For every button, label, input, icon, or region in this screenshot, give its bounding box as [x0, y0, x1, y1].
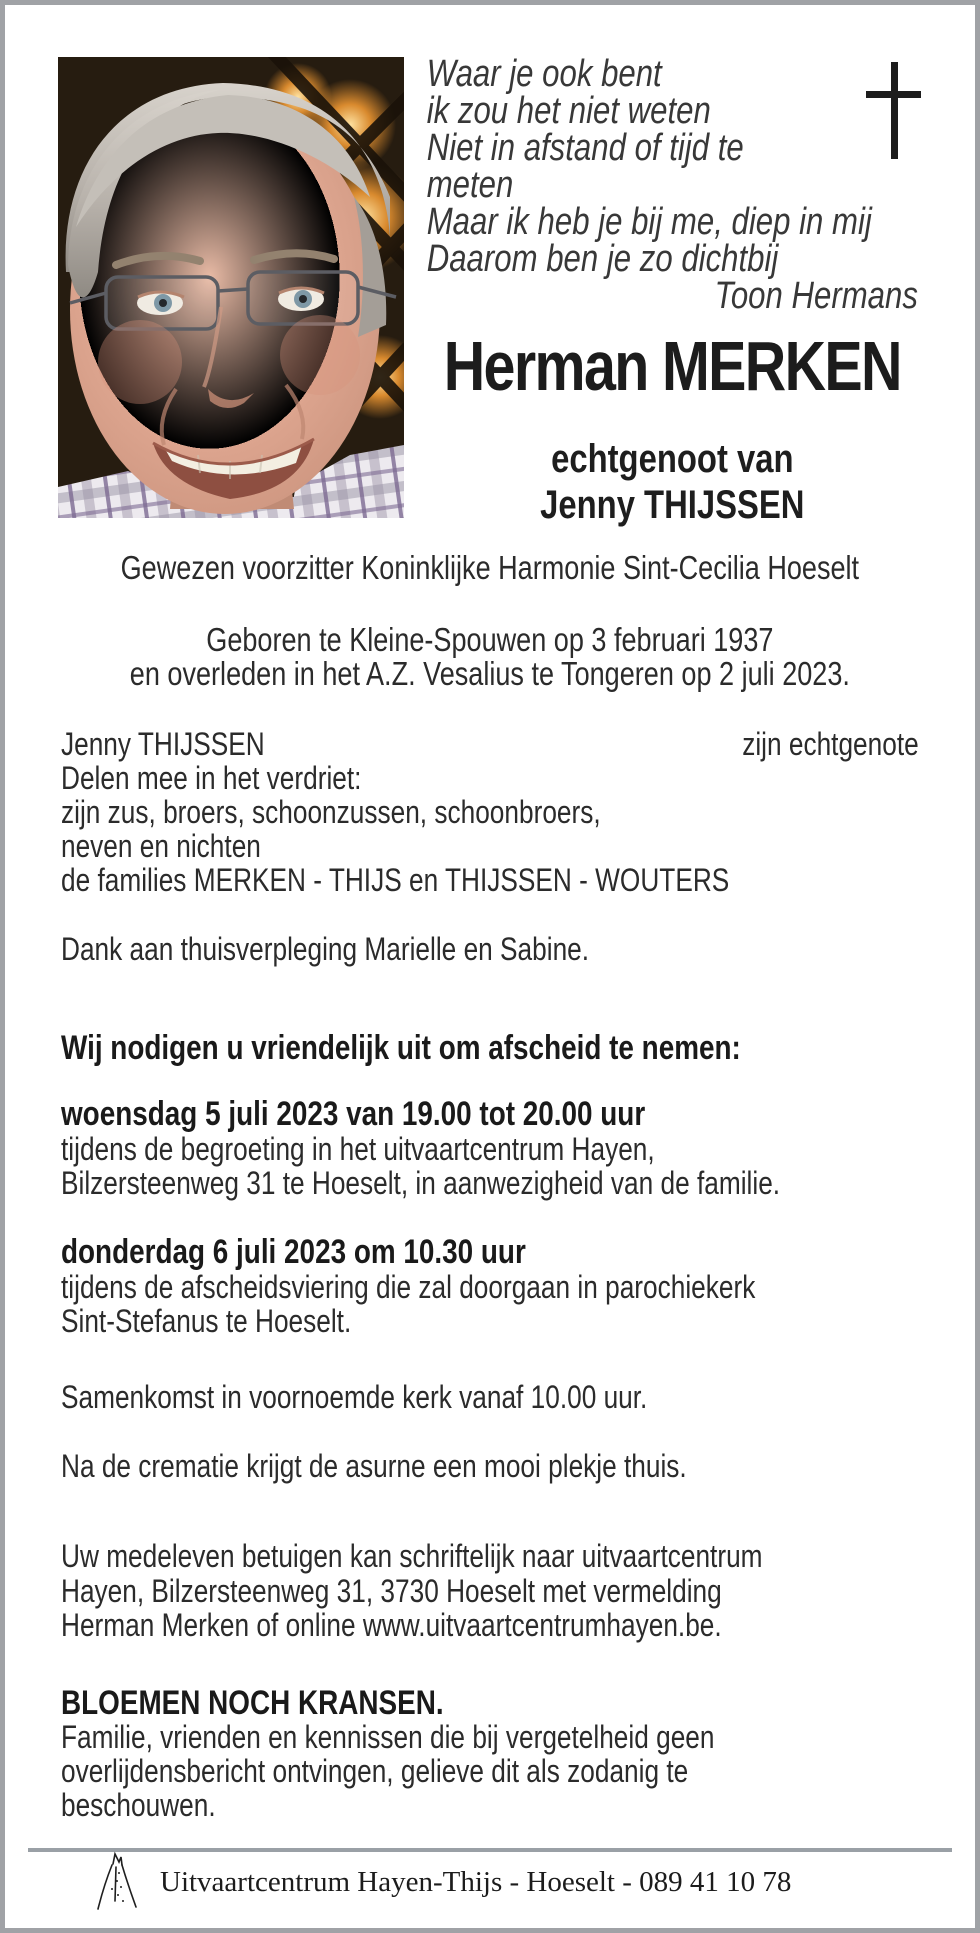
mourner-spouse-name: Jenny THIJSSEN [61, 726, 265, 762]
poem-line: meten [426, 164, 514, 206]
mourners-line: zijn zus, broers, schoonzussen, schoonbroers, [61, 794, 601, 830]
mourner-spouse-relation: zijn echtgenote [742, 726, 919, 762]
death-line: en overleden in het A.Z. Vesalius te Tongeren op 2 juli 2023. [129, 655, 850, 692]
poem-attribution: Toon Hermans [714, 275, 918, 317]
poem-line: Daarom ben je zo dichtbij [426, 238, 779, 280]
event-title: woensdag 5 juli 2023 van 19.00 tot 20.00 uur [61, 1095, 646, 1133]
mourners-block [61, 727, 919, 897]
spouse-block [427, 436, 918, 528]
life-dates [61, 623, 919, 691]
event-service [61, 1235, 919, 1339]
condolence-line: Herman Merken of online www.uitvaartcentrumhayen.be. [61, 1607, 722, 1643]
spouse-name: Jenny THIJSSEN [540, 483, 805, 527]
event-line: tijdens de afscheidsviering die zal doorgaan in parochiekerk [61, 1268, 756, 1305]
event-line: Bilzersteenweg 31 te Hoeselt, in aanwezigheid van de familie. [61, 1165, 781, 1201]
flowers-line: Familie, vrienden en kennissen die bij vergetelheid geen [61, 1719, 715, 1755]
poem-line: Waar je ook bent [426, 53, 662, 95]
memorial-poem [426, 53, 918, 317]
thanks-line: Dank aan thuisverpleging Marielle en Sabine. [61, 931, 590, 967]
event-title: donderdag 6 juli 2023 om 10.30 uur [61, 1233, 526, 1271]
condolence-line: Hayen, Bilzersteenweg 31, 3730 Hoeselt met vermelding [61, 1572, 722, 1609]
flowers-line: beschouwen. [61, 1787, 216, 1823]
urn-note: Na de crematie krijgt de asurne een mooi plekje thuis. [61, 1448, 687, 1484]
relation-label: echtgenoot van [551, 437, 794, 481]
flowers-header: BLOEMEN NOCH KRANSEN. [61, 1684, 444, 1722]
poem-line: Niet in afstand of tijd te [426, 127, 744, 169]
invitation-header: Wij nodigen u vriendelijk uit om afscheid te nemen: [61, 1029, 741, 1067]
mourners-line: neven en nichten [61, 828, 261, 864]
deceased-name: Herman MERKEN [443, 327, 901, 405]
poem-line: ik zou het niet weten [426, 90, 711, 132]
mourners-line: de families MERKEN - THIJS en THIJSSEN - WOUTERS [61, 862, 730, 898]
event-viewing [61, 1097, 919, 1201]
footer-divider [28, 1848, 952, 1852]
event-line: tijdens de begroeting in het uitvaartcentrum Hayen, [61, 1130, 655, 1167]
funeral-home-contact: Uitvaartcentrum Hayen-Thijs - Hoeselt - 089 41 10 78 [160, 1866, 792, 1898]
honor-line: Gewezen voorzitter Koninklijke Harmonie Sint-Cecilia Hoeselt [120, 549, 860, 586]
event-line: Sint-Stefanus te Hoeselt. [61, 1303, 352, 1339]
gathering-line: Samenkomst in voornoemde kerk vanaf 10.00 uur. [61, 1379, 648, 1415]
flowers-block [61, 1686, 919, 1822]
funeral-home-logo [92, 1851, 144, 1913]
mourners-intro: Delen mee in het verdriet: [61, 760, 362, 796]
poem-line: Maar ik heb je bij me, diep in mij [426, 201, 872, 243]
condolence-block [61, 1539, 919, 1643]
flowers-line: overlijdensbericht ontvingen, gelieve dit als zodanig te [61, 1753, 689, 1789]
condolence-line: Uw medeleven betuigen kan schriftelijk naar uitvaartcentrum [61, 1538, 763, 1574]
text-layer [61, 0, 919, 1933]
birth-line: Geboren te Kleine-Spouwen op 3 februari 1937 [206, 621, 774, 658]
